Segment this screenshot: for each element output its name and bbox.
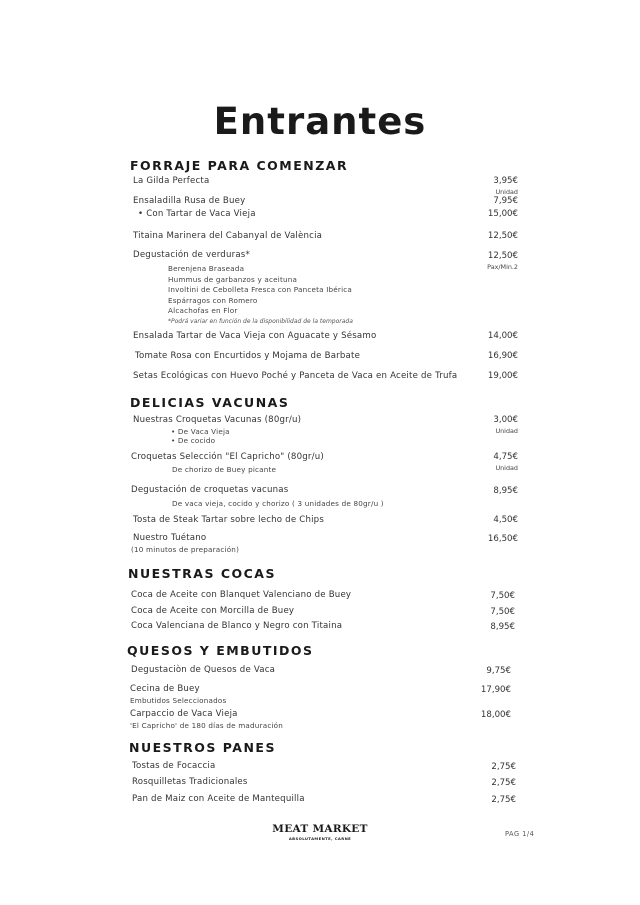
menu-item-coca: Coca de Aceite con Morcilla de Buey bbox=[131, 606, 295, 616]
unit-degustacion-verduras: Pax/Min.2 bbox=[487, 263, 518, 271]
menu-item-cecina: Cecina de Buey bbox=[130, 684, 200, 694]
croqueta-option: • De Vaca Vieja bbox=[171, 427, 230, 436]
croquetas-capricho-desc: De chorizo de Buey picante bbox=[172, 465, 277, 474]
price-tosta-tartar: 4,50€ bbox=[493, 515, 518, 525]
price-ensaladilla-tartar: 15,00€ bbox=[487, 209, 518, 219]
price-coca: 7,50€ bbox=[490, 591, 515, 601]
page-title: Entrantes bbox=[213, 100, 427, 143]
unit-gilda: Unidad bbox=[495, 188, 518, 196]
verdura-item: Involtini de Cebolleta Fresca con Panceta Ibérica bbox=[168, 285, 353, 294]
section-heading-forraje: FORRAJE PARA COMENZAR bbox=[130, 158, 349, 173]
section-heading-quesos: QUESOS Y EMBUTIDOS bbox=[127, 643, 314, 658]
verduras-note: *Podrá variar en función de la disponibilidad de la temporada bbox=[168, 318, 353, 325]
page-number: PAG 1/4 bbox=[505, 830, 535, 838]
price-ensaladilla: 7,95€ bbox=[493, 196, 518, 206]
cecina-desc: Embutidos Seleccionados bbox=[130, 696, 227, 705]
price-tuetano: 16,50€ bbox=[487, 534, 518, 544]
menu-item-ensaladilla: Ensaladilla Rusa de Buey bbox=[133, 196, 246, 206]
degustacion-croquetas-desc: De vaca vieja, cocido y chorizo ( 3 unidades de 80gr/u ) bbox=[172, 499, 384, 508]
verdura-item: Espárragos con Romero bbox=[168, 296, 258, 305]
price-pan: 2,75€ bbox=[491, 795, 516, 805]
verdura-item: Hummus de garbanzos y aceituna bbox=[168, 275, 298, 284]
menu-item-pan: Tostas de Focaccia bbox=[132, 761, 216, 771]
price-tomate: 16,90€ bbox=[487, 351, 518, 361]
price-titaina: 12,50€ bbox=[487, 231, 518, 241]
price-setas: 19,00€ bbox=[487, 371, 518, 381]
section-heading-cocas: NUESTRAS COCAS bbox=[128, 566, 276, 581]
price-degustacion-quesos: 9,75€ bbox=[486, 666, 511, 676]
price-coca: 7,50€ bbox=[490, 607, 515, 617]
menu-item-croquetas: Nuestras Croquetas Vacunas (80gr/u) bbox=[133, 415, 302, 425]
price-degustacion-verduras: 12,50€ bbox=[487, 251, 518, 261]
menu-item-degustacion-quesos: Degustaciòn de Quesos de Vaca bbox=[131, 665, 276, 675]
menu-item-tomate: Tomate Rosa con Encurtidos y Mojama de Barbate bbox=[135, 351, 361, 361]
menu-item-gilda: La Gilda Perfecta bbox=[133, 176, 210, 186]
price-degustacion-croquetas: 8,95€ bbox=[493, 486, 518, 496]
price-gilda: 3,95€ bbox=[493, 176, 518, 186]
price-pan: 2,75€ bbox=[491, 762, 516, 772]
carpaccio-desc: 'El Capricho' de 180 días de maduración bbox=[130, 721, 284, 730]
verdura-item: Berenjena Braseada bbox=[168, 264, 245, 273]
price-croquetas: 3,00€ bbox=[493, 415, 518, 425]
brand-logo: MEAT MARKET bbox=[272, 823, 368, 835]
price-pan: 2,75€ bbox=[491, 778, 516, 788]
tuetano-desc: (10 minutos de preparación) bbox=[131, 545, 240, 554]
menu-item-ensalada-tartar: Ensalada Tartar de Vaca Vieja con Aguacate y Sésamo bbox=[133, 331, 377, 341]
menu-item-setas: Setas Ecológicas con Huevo Poché y Panceta de Vaca en Aceite de Trufa bbox=[133, 371, 458, 381]
croqueta-option: • De cocido bbox=[171, 436, 216, 445]
unit-croquetas-capricho: Unidad bbox=[495, 464, 518, 472]
price-ensalada-tartar: 14,00€ bbox=[487, 331, 518, 341]
menu-item-carpaccio: Carpaccio de Vaca Vieja bbox=[130, 709, 238, 719]
section-heading-delicias: DELICIAS VACUNAS bbox=[130, 395, 290, 410]
menu-option-ensaladilla-tartar: • Con Tartar de Vaca Vieja bbox=[138, 209, 256, 219]
menu-item-titaina: Titaina Marinera del Cabanyal de València bbox=[133, 231, 323, 241]
menu-item-pan: Rosquilletas Tradicionales bbox=[132, 777, 248, 787]
section-heading-panes: NUESTROS PANES bbox=[129, 740, 276, 755]
menu-item-coca: Coca Valenciana de Blanco y Negro con Titaina bbox=[131, 621, 343, 631]
menu-item-degustacion-verduras: Degustación de verduras* bbox=[133, 250, 250, 260]
menu-item-coca: Coca de Aceite con Blanquet Valenciano de Buey bbox=[131, 590, 352, 600]
price-coca: 8,95€ bbox=[490, 622, 515, 632]
brand-tagline: ABSOLUTAMENTE, CARNE bbox=[288, 836, 352, 841]
menu-item-pan: Pan de Maiz con Aceite de Mantequilla bbox=[132, 794, 305, 804]
menu-item-tuetano: Nuestro Tuétano bbox=[133, 533, 207, 543]
verdura-item: Alcachofas en Flor bbox=[168, 306, 238, 315]
unit-croquetas: Unidad bbox=[495, 427, 518, 435]
menu-item-croquetas-capricho: Croquetas Selección "El Capricho" (80gr/u) bbox=[131, 452, 324, 462]
menu-item-tosta-tartar: Tosta de Steak Tartar sobre lecho de Chips bbox=[133, 515, 325, 525]
price-cecina: 17,90€ bbox=[480, 685, 511, 695]
price-croquetas-capricho: 4,75€ bbox=[493, 452, 518, 462]
menu-item-degustacion-croquetas: Degustación de croquetas vacunas bbox=[131, 485, 289, 495]
price-carpaccio: 18,00€ bbox=[480, 710, 511, 720]
